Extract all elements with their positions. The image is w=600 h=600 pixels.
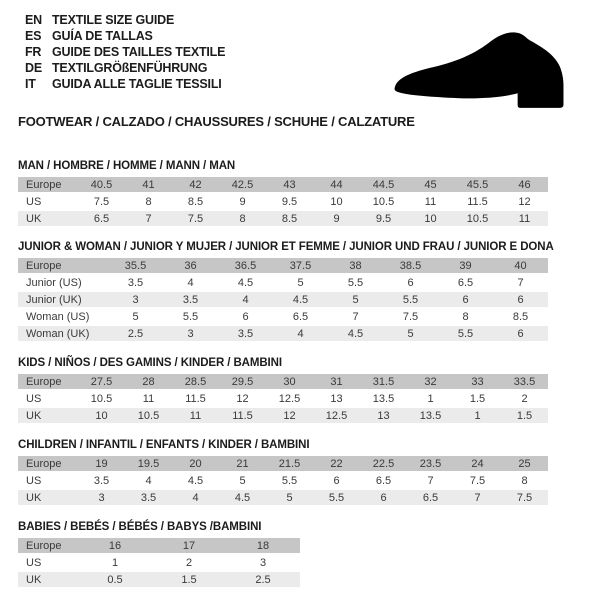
size-cell: 4 bbox=[172, 490, 219, 505]
language-label: TEXTILE SIZE GUIDE bbox=[52, 13, 175, 27]
size-cell: 4 bbox=[163, 275, 218, 290]
size-cell: 35.5 bbox=[108, 258, 163, 273]
table-row bbox=[18, 275, 548, 290]
table-row bbox=[18, 473, 548, 488]
section-title-kids: KIDS / NIÑOS / DES GAMINS / KINDER / BAMBINI bbox=[18, 357, 282, 369]
size-cell: 21 bbox=[219, 456, 266, 471]
size-cell: 19 bbox=[78, 456, 125, 471]
language-code: EN bbox=[25, 13, 42, 27]
size-cell: 4.5 bbox=[218, 275, 273, 290]
size-cell: 44.5 bbox=[360, 177, 407, 192]
size-cell: 7.5 bbox=[454, 473, 501, 488]
size-cell: 5.5 bbox=[313, 490, 360, 505]
section-junior-woman bbox=[18, 241, 582, 343]
language-code: FR bbox=[25, 45, 42, 59]
size-cell: 12 bbox=[501, 194, 548, 209]
size-cell: 1.5 bbox=[454, 391, 501, 406]
size-cell: 6.5 bbox=[438, 275, 493, 290]
size-cell: 10 bbox=[313, 194, 360, 209]
size-cell: 42 bbox=[172, 177, 219, 192]
language-label: GUIDE DES TAILLES TEXTILE bbox=[52, 45, 226, 59]
size-cell: 6 bbox=[218, 309, 273, 324]
size-cell: 29.5 bbox=[219, 374, 266, 389]
table-row bbox=[18, 490, 548, 505]
size-cell: 8 bbox=[219, 211, 266, 226]
table-row bbox=[18, 258, 548, 273]
size-cell: 5.5 bbox=[328, 275, 383, 290]
size-cell: 6 bbox=[493, 326, 548, 341]
size-cell: 2.5 bbox=[108, 326, 163, 341]
size-cell: 4.5 bbox=[172, 473, 219, 488]
row-label: UK bbox=[18, 572, 78, 587]
size-cell: 31 bbox=[313, 374, 360, 389]
size-table-junior-woman bbox=[18, 256, 582, 343]
size-cell: 17 bbox=[152, 538, 226, 553]
size-cell: 11.5 bbox=[454, 194, 501, 209]
size-cell: 43 bbox=[266, 177, 313, 192]
section-children bbox=[18, 439, 582, 507]
size-table bbox=[18, 256, 548, 343]
size-cell: 16 bbox=[78, 538, 152, 553]
size-cell: 32 bbox=[407, 374, 454, 389]
table-row bbox=[18, 538, 300, 553]
size-cell: 11.5 bbox=[219, 408, 266, 423]
size-cell: 10.5 bbox=[454, 211, 501, 226]
size-cell: 12.5 bbox=[266, 391, 313, 406]
size-cell: 31.5 bbox=[360, 374, 407, 389]
row-label: Europe bbox=[18, 374, 78, 389]
section-man bbox=[18, 160, 582, 228]
size-cell: 36.5 bbox=[218, 258, 273, 273]
size-cell: 12 bbox=[219, 391, 266, 406]
size-cell: 6 bbox=[383, 275, 438, 290]
size-cell: 11 bbox=[501, 211, 548, 226]
size-cell: 10.5 bbox=[125, 408, 172, 423]
size-cell: 41 bbox=[125, 177, 172, 192]
size-cell: 33 bbox=[454, 374, 501, 389]
size-cell: 7.5 bbox=[172, 211, 219, 226]
size-cell: 6.5 bbox=[407, 490, 454, 505]
section-title-junior-woman: JUNIOR & WOMAN / JUNIOR Y MUJER / JUNIOR ET FEMME / JUNIOR UND FRAU / JUNIOR E DONA bbox=[18, 241, 554, 253]
section-title-children: CHILDREN / INFANTIL / ENFANTS / KINDER / BAMBINI bbox=[18, 439, 310, 451]
size-cell: 45.5 bbox=[454, 177, 501, 192]
size-cell: 3.5 bbox=[78, 473, 125, 488]
size-cell: 7 bbox=[407, 473, 454, 488]
size-cell: 8.5 bbox=[493, 309, 548, 324]
row-label: Junior (US) bbox=[18, 275, 108, 290]
table-row bbox=[18, 177, 548, 192]
size-cell: 27.5 bbox=[78, 374, 125, 389]
table-row bbox=[18, 572, 300, 587]
size-cell: 37.5 bbox=[273, 258, 328, 273]
table-row bbox=[18, 408, 548, 423]
size-cell: 8 bbox=[125, 194, 172, 209]
size-cell: 21.5 bbox=[266, 456, 313, 471]
row-label: Europe bbox=[18, 258, 108, 273]
size-cell: 44 bbox=[313, 177, 360, 192]
size-cell: 28.5 bbox=[172, 374, 219, 389]
size-cell: 23.5 bbox=[407, 456, 454, 471]
size-cell: 8.5 bbox=[172, 194, 219, 209]
size-cell: 11 bbox=[125, 391, 172, 406]
size-cell: 2 bbox=[152, 555, 226, 570]
size-cell: 2.5 bbox=[226, 572, 300, 587]
size-cell: 40.5 bbox=[78, 177, 125, 192]
row-label: US bbox=[18, 391, 78, 406]
table-row bbox=[18, 555, 300, 570]
size-cell: 10.5 bbox=[78, 391, 125, 406]
section-title-babies: BABIES / BEBÉS / BÉBÉS / BABYS /BAMBINI bbox=[18, 521, 262, 533]
size-cell: 1 bbox=[407, 391, 454, 406]
table-row bbox=[18, 309, 548, 324]
size-cell: 45 bbox=[407, 177, 454, 192]
size-cell: 4.5 bbox=[219, 490, 266, 505]
size-cell: 3.5 bbox=[218, 326, 273, 341]
size-cell: 13 bbox=[360, 408, 407, 423]
size-cell: 3 bbox=[78, 490, 125, 505]
row-label: US bbox=[18, 555, 78, 570]
language-code: ES bbox=[25, 29, 42, 43]
size-table bbox=[18, 536, 300, 589]
language-label: GUIDA ALLE TAGLIE TESSILI bbox=[52, 77, 222, 91]
size-cell: 22 bbox=[313, 456, 360, 471]
size-cell: 4 bbox=[125, 473, 172, 488]
size-cell: 6 bbox=[438, 292, 493, 307]
table-row bbox=[18, 326, 548, 341]
size-cell: 7 bbox=[454, 490, 501, 505]
section-kids bbox=[18, 357, 582, 425]
size-cell: 7 bbox=[328, 309, 383, 324]
size-cell: 13.5 bbox=[360, 391, 407, 406]
size-cell: 7 bbox=[125, 211, 172, 226]
size-cell: 10.5 bbox=[360, 194, 407, 209]
size-cell: 5 bbox=[266, 490, 313, 505]
table-row bbox=[18, 211, 548, 226]
language-label: GUÍA DE TALLAS bbox=[52, 29, 153, 43]
size-cell: 22.5 bbox=[360, 456, 407, 471]
size-cell: 11 bbox=[172, 408, 219, 423]
size-cell: 1 bbox=[454, 408, 501, 423]
row-label: UK bbox=[18, 211, 78, 226]
size-cell: 25 bbox=[501, 456, 548, 471]
row-label: US bbox=[18, 473, 78, 488]
size-cell: 6.5 bbox=[273, 309, 328, 324]
size-cell: 7.5 bbox=[383, 309, 438, 324]
size-cell: 6 bbox=[313, 473, 360, 488]
size-cell: 9 bbox=[313, 211, 360, 226]
category-title: FOOTWEAR / CALZADO / CHAUSSURES / SCHUHE / CALZATURE bbox=[18, 114, 415, 129]
row-label: US bbox=[18, 194, 78, 209]
size-cell: 40 bbox=[493, 258, 548, 273]
table-row bbox=[18, 374, 548, 389]
size-cell: 4 bbox=[218, 292, 273, 307]
size-cell: 1.5 bbox=[501, 408, 548, 423]
row-label: UK bbox=[18, 490, 78, 505]
size-cell: 4.5 bbox=[328, 326, 383, 341]
size-cell: 8.5 bbox=[266, 211, 313, 226]
size-cell: 28 bbox=[125, 374, 172, 389]
size-cell: 9.5 bbox=[360, 211, 407, 226]
size-cell: 6 bbox=[493, 292, 548, 307]
size-cell: 13.5 bbox=[407, 408, 454, 423]
size-cell: 9 bbox=[219, 194, 266, 209]
size-cell: 3 bbox=[226, 555, 300, 570]
section-title-man: MAN / HOMBRE / HOMME / MANN / MAN bbox=[18, 160, 236, 172]
language-code: IT bbox=[25, 77, 36, 91]
size-cell: 3 bbox=[163, 326, 218, 341]
size-cell: 4.5 bbox=[273, 292, 328, 307]
table-row bbox=[18, 292, 548, 307]
size-table-man bbox=[18, 175, 582, 228]
size-cell: 5 bbox=[328, 292, 383, 307]
size-cell: 30 bbox=[266, 374, 313, 389]
language-label: TEXTILGRÖßENFÜHRUNG bbox=[52, 61, 208, 75]
size-cell: 36 bbox=[163, 258, 218, 273]
table-row bbox=[18, 391, 548, 406]
row-label: Europe bbox=[18, 177, 78, 192]
size-cell: 6.5 bbox=[78, 211, 125, 226]
size-cell: 38.5 bbox=[383, 258, 438, 273]
row-label: UK bbox=[18, 408, 78, 423]
size-table bbox=[18, 372, 548, 425]
size-cell: 12 bbox=[266, 408, 313, 423]
section-babies bbox=[18, 521, 582, 589]
table-row bbox=[18, 194, 548, 209]
row-label: Woman (UK) bbox=[18, 326, 108, 341]
size-cell: 7.5 bbox=[78, 194, 125, 209]
size-cell: 24 bbox=[454, 456, 501, 471]
row-label: Junior (UK) bbox=[18, 292, 108, 307]
size-cell: 5 bbox=[219, 473, 266, 488]
size-cell: 11.5 bbox=[172, 391, 219, 406]
size-cell: 19.5 bbox=[125, 456, 172, 471]
size-table-babies bbox=[18, 536, 582, 589]
size-cell: 11 bbox=[407, 194, 454, 209]
size-table bbox=[18, 175, 548, 228]
size-cell: 3.5 bbox=[163, 292, 218, 307]
size-cell: 3 bbox=[108, 292, 163, 307]
size-cell: 12.5 bbox=[313, 408, 360, 423]
size-cell: 10 bbox=[407, 211, 454, 226]
size-cell: 7.5 bbox=[501, 490, 548, 505]
size-cell: 13 bbox=[313, 391, 360, 406]
size-table bbox=[18, 454, 548, 507]
size-cell: 7 bbox=[493, 275, 548, 290]
size-cell: 33.5 bbox=[501, 374, 548, 389]
size-cell: 5.5 bbox=[266, 473, 313, 488]
size-cell: 18 bbox=[226, 538, 300, 553]
table-row bbox=[18, 456, 548, 471]
size-cell: 4 bbox=[273, 326, 328, 341]
size-cell: 1 bbox=[78, 555, 152, 570]
size-cell: 20 bbox=[172, 456, 219, 471]
size-table-children bbox=[18, 454, 582, 507]
size-cell: 5.5 bbox=[438, 326, 493, 341]
size-cell: 6 bbox=[360, 490, 407, 505]
dress-shoe-icon bbox=[387, 15, 582, 115]
size-cell: 6.5 bbox=[360, 473, 407, 488]
row-label: Europe bbox=[18, 456, 78, 471]
size-cell: 1.5 bbox=[152, 572, 226, 587]
size-cell: 8 bbox=[501, 473, 548, 488]
size-cell: 38 bbox=[328, 258, 383, 273]
size-cell: 9.5 bbox=[266, 194, 313, 209]
language-code: DE bbox=[25, 61, 42, 75]
size-cell: 5 bbox=[383, 326, 438, 341]
row-label: Woman (US) bbox=[18, 309, 108, 324]
size-cell: 42.5 bbox=[219, 177, 266, 192]
size-cell: 5.5 bbox=[383, 292, 438, 307]
size-cell: 5 bbox=[273, 275, 328, 290]
size-table-kids bbox=[18, 372, 582, 425]
size-cell: 46 bbox=[501, 177, 548, 192]
size-cell: 10 bbox=[78, 408, 125, 423]
size-cell: 3.5 bbox=[108, 275, 163, 290]
header bbox=[18, 10, 582, 106]
size-cell: 5 bbox=[108, 309, 163, 324]
size-cell: 39 bbox=[438, 258, 493, 273]
size-cell: 3.5 bbox=[125, 490, 172, 505]
size-cell: 2 bbox=[501, 391, 548, 406]
size-cell: 5.5 bbox=[163, 309, 218, 324]
row-label: Europe bbox=[18, 538, 78, 553]
size-cell: 8 bbox=[438, 309, 493, 324]
size-cell: 0.5 bbox=[78, 572, 152, 587]
